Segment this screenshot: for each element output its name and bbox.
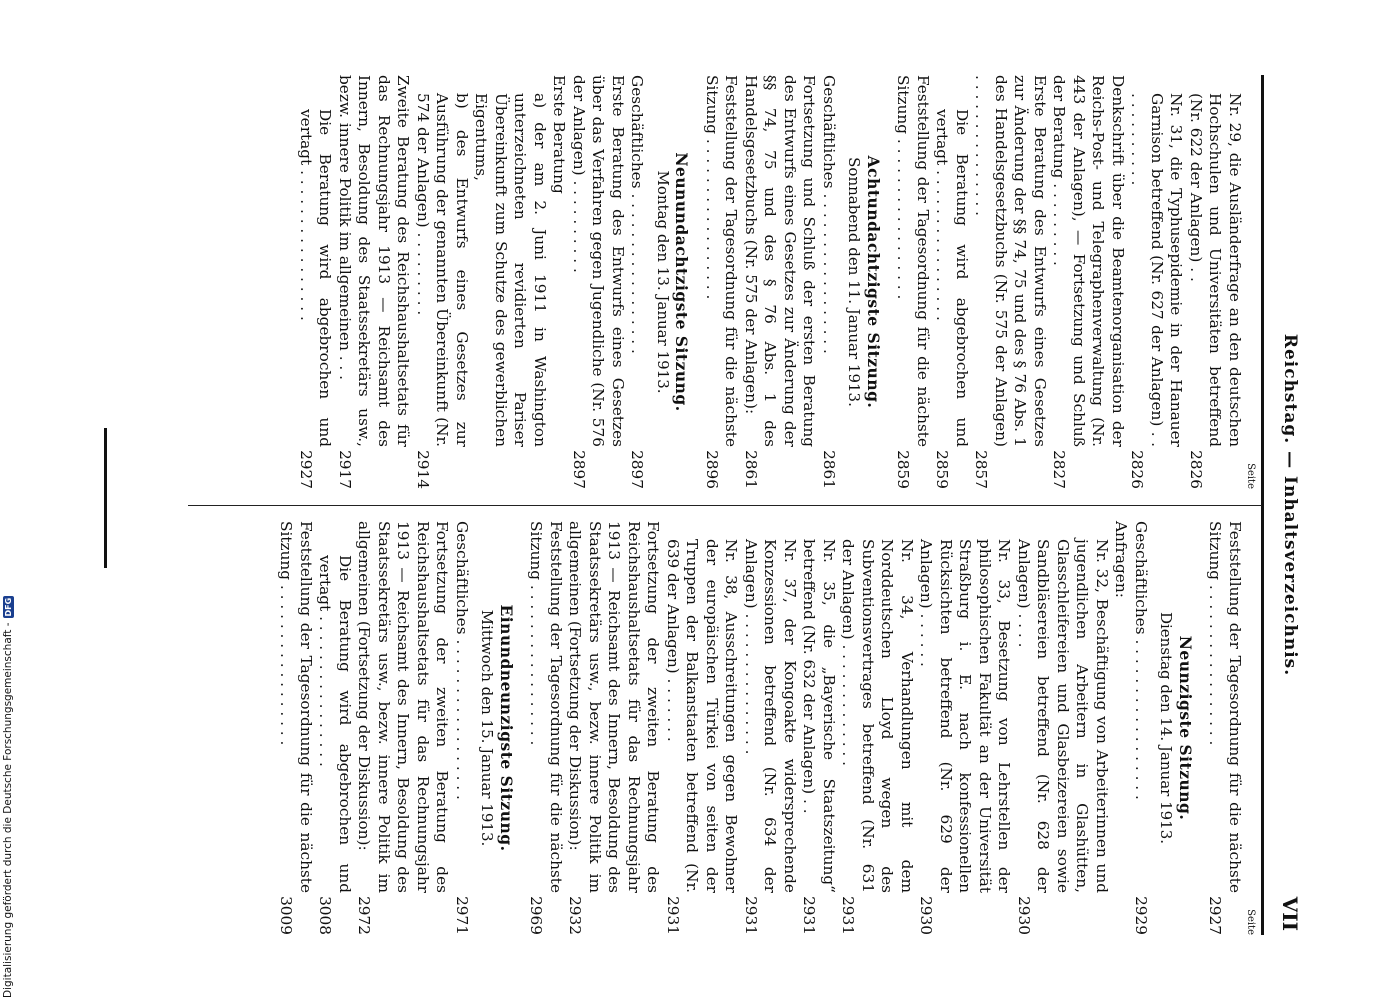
entry-page-number: 2931 — [742, 896, 760, 935]
session-date: Sonnabend den 11. Januar 1913. — [845, 157, 864, 407]
entry-text: Geschäftliches . . . . . . . . . . . . . . . . . — [1132, 521, 1150, 800]
toc-entry — [276, 521, 315, 935]
entry-page-number: 3009 — [277, 896, 296, 935]
entry-page-number: 2861 — [742, 450, 760, 489]
entry-text: Die Beratung wird abgebrochen und vertagt . . . . . . . . . . . . . . . . — [933, 109, 971, 447]
page-title: Reichstag. — Inhaltsverzeichnis. — [1280, 333, 1300, 677]
entry-text: Nr. 32, Beschäftigung von Arbeiterinnen und jugendlichen Arbeitern in Glashütten, Glasschleifereien und Glasbeizereien sowie Sandbläsereien betreffend (Nr. 628 der Anlagen) . . . . — [1015, 539, 1111, 893]
toc-entry — [1127, 75, 1186, 489]
toc-entry — [354, 521, 452, 935]
entry-text: Denkschrift über die Beamtenorganisation der Reichs-Post- und Telegraphenverwaltung (Nr. 443 der Anlagen), — Fortsetzung und Schluß der Beratung . . . . . . . . . — [1050, 75, 1127, 447]
margin-mark — [104, 428, 107, 568]
entry-text: Geschäftliches . . . . . . . . . . . . . . . . . — [628, 75, 647, 354]
toc-entry — [702, 75, 741, 489]
entry-list — [893, 75, 1244, 489]
entry-page-number: 2927 — [1206, 896, 1225, 935]
entry-text: Erste Beratung des Entwurfs eines Gesetzes über das Verfahren gegen Jugendliche (Nr. 576 der Anlagen) . . . . . . . . . . — [570, 75, 627, 447]
entry-page-number: 2914 — [414, 450, 432, 489]
page-header — [1268, 75, 1308, 935]
session-date: Mittwoch den 15. Januar 1913. — [478, 609, 497, 847]
toc-entry — [1186, 75, 1245, 489]
entry-page-number: 2972 — [355, 896, 374, 935]
entry-page-number: 2826 — [1128, 450, 1147, 489]
entry-page-number: 2971 — [453, 896, 471, 935]
page-number: VII — [1278, 896, 1302, 931]
entry-page-number: 2857 — [972, 450, 991, 489]
toc-entry — [627, 75, 647, 489]
session-date: Dienstag den 14. Januar 1913. — [1157, 611, 1176, 845]
entry-page-number: 2929 — [1132, 896, 1150, 935]
entry-text: Nr. 37, der Kongoakte widersprechende Konzessionen betreffend (Nr. 634 der Anlagen) . . . . . . . . . . . . . . . — [742, 539, 799, 893]
toc-entry — [1049, 75, 1127, 489]
entry-text: Fortsetzung der zweiten Beratung des Reichshaushaltsetats für das Rechnungsjahr 1913 — Reichsamt des Innern, Besoldung des Staatssekretärs usw., bezw. innere Politik im allgemeinen (Fortsetzung der Diskussion): — [566, 521, 663, 893]
credit-line — [0, 597, 16, 998]
seite-label: Seite — [1245, 909, 1256, 935]
toc-entry — [741, 521, 800, 935]
entry-page-number: 2969 — [527, 896, 546, 935]
entry-text: Zweite Beratung des Reichshaushaltsetats für das Rechnungsjahr 1913 — Reichsamt des Innern, Besoldung des Staatssekretärs usw., bezw. innere Politik im allgemeinen . . . — [336, 75, 413, 447]
seite-label: Seite — [1245, 463, 1256, 489]
entry-text: a) der am 2. Juni 1911 in Washington unterzeichneten revidierten Pariser Übereinkunft zum Schutze des gewerblichen Eigentums, — [472, 93, 549, 447]
entry-text: Fortsetzung und Schluß der ersten Beratung des Entwurfs eines Gesetzes zur Änderung der §§ 74, 75 und des § 76 Abs. 1 des Handelsgesetzbuchs (Nr. 575 der Anlagen): — [742, 75, 819, 447]
entry-page-number: 2897 — [570, 450, 588, 489]
toc-entry — [526, 521, 565, 935]
entry-page-number: 2859 — [894, 450, 913, 489]
toc-entry — [1111, 521, 1131, 935]
toc-entry — [452, 521, 472, 935]
entry-text: Die Beratung wird abgebrochen und vertagt . . . . . . . . . . . . . . . . — [297, 109, 335, 447]
entry-page-number: 2896 — [703, 450, 721, 489]
session-date: Montag den 13. Januar 1913. — [654, 170, 672, 394]
entry-list — [276, 521, 471, 935]
entry-page-number: 2917 — [336, 450, 354, 489]
entry-text: Feststellung der Tagesordnung für die nächste Sitzung . . . . . . . . . . . . . . . . . — [277, 521, 315, 893]
toc-entry — [741, 75, 819, 489]
entry-page-number: 2930 — [1015, 896, 1033, 935]
entry-text: Feststellung der Tagesordnung für die nächste Sitzung . . . . . . . . . . . . . . . . . — [1206, 521, 1244, 893]
entry-text: Erste Beratung des Entwurfs eines Gesetzes zur Änderung der §§ 74, 75 und des § 76 Abs. 1 des Handelsgesetzbuchs (Nr. 575 der Anlagen) . . . . . . . . . . . . . . . — [972, 75, 1049, 447]
entry-list — [526, 521, 1150, 935]
session-title: Neunundachtzigste Sitzung. — [672, 152, 692, 412]
toc-entry — [1205, 521, 1244, 935]
toc-entry — [1014, 521, 1112, 935]
entry-page-number: 2827 — [1050, 450, 1069, 489]
entry-text: Feststellung der Tagesordnung für die nächste Sitzung . . . . . . . . . . . . . . . . . — [527, 521, 565, 893]
session-title: Einundneunzigste Sitzung. — [497, 604, 516, 852]
toc-entry — [335, 75, 413, 489]
entry-list — [296, 75, 647, 489]
entry-page-number: 2927 — [297, 450, 315, 489]
toc-entry — [569, 75, 628, 489]
session-title: Achtundachtzigste Sitzung. — [864, 155, 883, 409]
toc-entry — [971, 75, 1049, 489]
entry-text: Die Beratung wird abgebrochen und vertagt . . . . . . . . . . . . . . . . — [316, 555, 354, 893]
dfg-logo: DFG — [3, 597, 13, 617]
toc-entry — [1131, 521, 1151, 935]
sidebar-credit — [0, 597, 18, 998]
toc-entry — [932, 75, 971, 489]
right-column — [276, 521, 1256, 935]
toc-entry — [549, 75, 569, 489]
entry-text: Geschäftliches . . . . . . . . . . . . . . . . . — [453, 521, 471, 800]
toc-entry — [916, 521, 1014, 935]
entry-page-number: 2930 — [917, 896, 936, 935]
entry-list — [1205, 521, 1244, 935]
entry-text: Nr. 31, die Typhusepidemie in der Hanauer Garnison betreffend (Nr. 627 der Anlagen) . . . . . . . . . . . . — [1128, 93, 1186, 447]
toc-entry — [471, 75, 549, 489]
toc-entry — [663, 521, 741, 935]
entry-text: Nr. 35, die „Bayerische Staatszeitung“ betreffend (Nr. 632 der Anlagen) . . — [800, 539, 838, 893]
column-divider — [188, 505, 1262, 506]
entry-text: Anfragen: — [1112, 521, 1131, 598]
entry-page-number: 2931 — [800, 896, 819, 935]
entry-page-number: 2932 — [566, 896, 585, 935]
entry-text: Erste Beratung — [550, 75, 569, 194]
entry-page-number: 3008 — [316, 896, 335, 935]
session-title: Neunzigste Sitzung. — [1176, 635, 1195, 821]
entry-page-number: 2931 — [839, 896, 858, 935]
entry-page-number: 2897 — [628, 450, 647, 489]
entry-text: Nr. 33, Besetzung von Lehrstellen der philosophischen Fakultät an der Universität Straßburg i. E. nach konfessionellen Rücksichten betreffend (Nr. 629 der Anlagen) . . . . . . — [917, 539, 1014, 893]
toc-entry — [893, 75, 932, 489]
credit-text: Digitalisierung gefördert durch die Deutsche Forschungsgemeinschaft - — [2, 622, 14, 998]
scanned-page — [168, 75, 1308, 935]
entry-list — [702, 75, 839, 489]
entry-text: Feststellung der Tagesordnung für die nächste Sitzung . . . . . . . . . . . . . . . . . — [894, 75, 932, 447]
toc-entry — [799, 521, 838, 935]
toc-entry — [296, 75, 335, 489]
entry-text: b) des Entwurfs eines Gesetzes zur Ausführung der genannten Übereinkunft (Nr. 574 der Anlagen) . . . . . . . . . — [414, 93, 471, 447]
entry-page-number: 2826 — [1187, 450, 1205, 489]
page-content — [168, 75, 1308, 935]
entry-text: Nr. 34, Verhandlungen mit dem Norddeutschen Lloyd wegen des Subventionsvertrages betreffend (Nr. 631 der Anlagen) . . . . . . . . . . . . . — [839, 539, 916, 893]
entry-text: Fortsetzung der zweiten Beratung des Reichshaushaltsetats für das Rechnungsjahr 1913 — Reichsamt des Innern, Besoldung des Staatssekretärs usw., bezw. innere Politik im allgemeinen (Fortsetzung der Diskussion): — [355, 521, 452, 893]
entry-page-number: 2859 — [933, 450, 952, 489]
entry-page-number: 2861 — [820, 450, 838, 489]
entry-text: Nr. 38, Ausschreitungen gegen Bewohner der europäischen Türkei von seiten der Truppen der Balkanstaaten betreffend (Nr. 639 der Anlagen) . . . . . . . — [664, 539, 741, 893]
toc-entry — [565, 521, 663, 935]
toc-entry — [819, 75, 839, 489]
entry-text: Feststellung der Tagesordnung für die nächste Sitzung . . . . . . . . . . . . . . . . . — [703, 75, 741, 447]
entry-page-number: 2931 — [664, 896, 682, 935]
toc-entry — [838, 521, 916, 935]
left-column — [296, 75, 1257, 489]
entry-text: Nr. 29, die Ausländerfrage an den deutschen Hochschulen und Universitäten betreffend (Nr. 622 der Anlagen) . . — [1187, 93, 1244, 447]
toc-entry — [315, 521, 354, 935]
toc-entry — [413, 75, 472, 489]
entry-text: Geschäftliches . . . . . . . . . . . . . . . . . — [820, 75, 838, 354]
